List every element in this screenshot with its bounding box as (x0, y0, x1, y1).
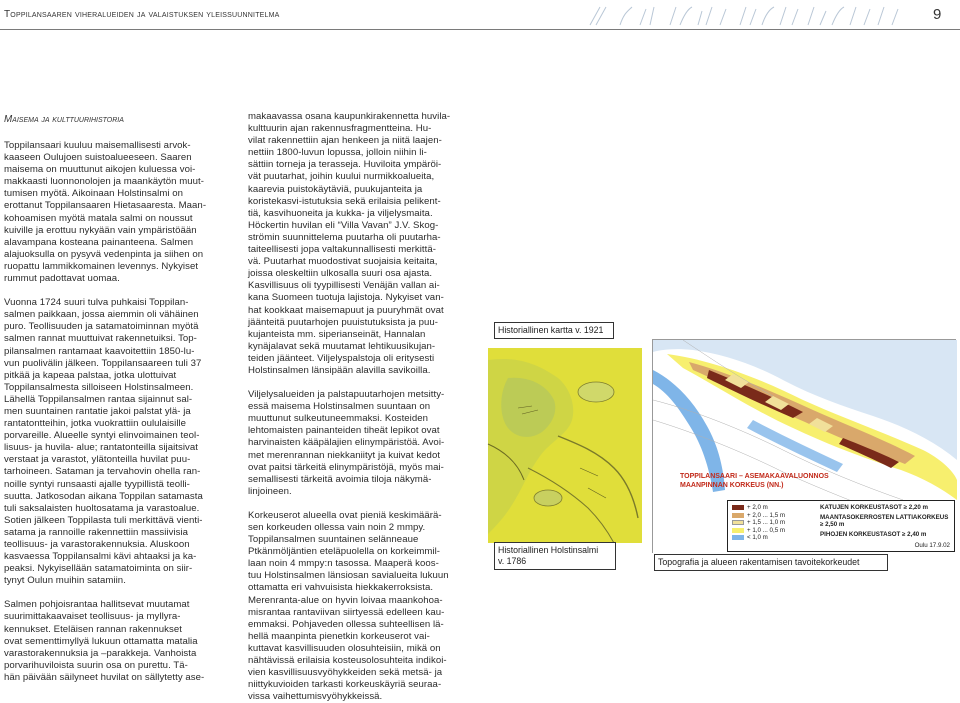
legend-levels (732, 504, 818, 542)
paragraph: Viljelysalueiden ja palstapuutarhojen metsitty- essä maisema Holstinsalmen suuntaan on muuttunut sulkeutuneemmaksi. Kosteiden lehtomaisten painanteiden tiheät lepikot ovat harvinaisten kääpälajien elinympäristöä. Avoi- met merenrannan niekkaniityt ja kuivat kedot ovat paitsi tärkeitä elinympäristöjä, myös mai- semallisesti tärkeitä avoimia tiloja näkymä- linjoineen. (248, 389, 445, 497)
legend-level-label: + 2,0 m (747, 504, 768, 511)
legend-swatch-icon (732, 520, 744, 525)
paragraph: Vuonna 1724 suuri tulva puhkaisi Toppilan- salmen paikkaan, jossa aiemmin oli vähäinen puro. Teollisuuden ja satamatoiminnan myötä salmen rannat muuttuivat rakennetuiksi. Top- pilansalmen rantamaat kaavoitettiin 1850-lu- vun puolivälin jälkeen. Toppilansaareen tuli 37 pitkää ja kapeaa palstaa, jotka ulottuivat Toppilansalmesta silloiseen Holstinsalmeen. Lähellä Toppilansalmen rantaa sijainnut sal- men suuntainen rantatie jakoi palstat ylä- ja rantatontteihin, jotka vuokrattiin oululaisille porvareille. Alueelle syntyi elinvoimainen teol- lisuus- ja huvila- alue; rantatonteilla sijaitsivat verstaat ja varastot, ylätonteilla huvilat puu- tarhoineen. Sataman ja tervahovin ohella ran- noille syntyi runsaasti ajalle tyypillistä teolli- suutta. Jatkosodan aikana Toppilan satamasta tuli saksalaisten huoltosatama ja varastoalue. Sotien jälkeen Toppilasta tuli merkittävä vienti- satama ja rannoille rakennettiin massiivisia teollisuus- ja varastorakennuksia. Aluskoon kasvaessa Toppilansalmi kävi ahtaaksi ja ka- peaksi. Nykyisellään satamatoiminta on siir- tynyt Oulun muihin satamiin. (4, 297, 203, 587)
topography-map-title (680, 473, 829, 490)
page-number: 9 (933, 6, 942, 23)
paragraph: makaavassa osana kaupunkirakennetta huvila- kulttuurin ajan rakennusfragmentteina. Hu- vilat rakennettiin ajan henkeen ja niitä laajen- nettiin 1800-luvun lopussa, jolloin niihin li- sättiin torneja ja terasseja. Huviloita ympäröi- vät puutarhat, joihin kuului nurmikkoalueita, kaarevia puistokäytäviä, puukujanteita ja koristekasvi-istutuksia sekä erilaisia pelikent- tiä, kasvihuoneita ja kukka- ja viljelysmaita. Höckertin huvilan eli “Villa Vavan” J.V. Skog- strömin suunnittelema puutarha oli puutarha- taiteellisesti jopa valtakunnallisesti merkittä- vä. Puutarhat muodostivat suojaisia keitaita, joissa oleskeltiin ulkosalla suuri osa ajasta. Kasvillisuus oli tyypillisesti Venäjän vallan ai- kana Suomeen tuotuja lajistoja. Nykyiset van- hat kookkaat maisemapuut ja puuryhmät ovat jäänteitä puutarhojen puuistutuksista ja puu- kujanteista mm. siperianseinät, Hannalan kynäjalavat sekä muutamat lehtikuusikujan- teiden jäänteet. Viljelyspalstoja oli eritysesti Holstinsalmen länsipään alavilla savikoilla. (248, 111, 451, 376)
legend-level (732, 519, 818, 527)
legend-target: PIHOJEN KORKEUSTASOT ≥ 2,40 m (820, 530, 927, 538)
header-texture-icon (580, 3, 915, 27)
legend-level-label: + 1,5 ... 1,0 m (747, 519, 786, 526)
legend-target: KATUJEN KORKEUSTASOT ≥ 2,20 m (820, 504, 929, 511)
legend-level-label: + 2,0 ... 1,5 m (747, 511, 786, 519)
historical-map-1786 (488, 348, 642, 543)
header-decoration (580, 3, 915, 27)
caption-map-1921: Historiallinen kartta v. 1921 (494, 322, 614, 339)
caption-map-1786: Historiallinen Holstinsalmi v. 1786 (494, 542, 616, 570)
section-heading: Maisema ja kulttuurihistoria (4, 114, 124, 125)
paragraph: Salmen pohjoisrantaa hallitsevat muutamat suurimittakaavaiset teollisuus- ja myllyra- kennukset. Eteläisen rannan rakennukset ovat sementtimyllyä lukuun ottamatta matalia varastorakennuksia ja –parakkeja. Vanhoista porvarihuviloista suurin osa on purettu. Tä- hän päivään säilyneet huvilat on sällytetty ase- (4, 599, 205, 683)
legend-target: MAANTASOKERROSTEN LATTIAKORKEUS ≥ 2,50 m (820, 513, 949, 528)
column-left (4, 140, 226, 684)
document-title: Toppilansaaren viheralueiden ja valaistuksen yleissuunnitelma (4, 9, 280, 20)
legend-level-label: + 1,0 ... 0,5 m (747, 526, 786, 534)
legend-level (732, 534, 818, 542)
legend-targets (820, 504, 952, 538)
legend-swatch-icon (732, 528, 744, 533)
caption-topography: Topografia ja alueen rakentamisen tavoitekorkeudet (654, 554, 888, 571)
paragraph: Toppilansaari kuuluu maisemallisesti arvok- kaaseen Oulujoen suistoalueeseen. Saaren maisema on muuttunut aikojen kuluessa voi- makkaasti luonnonolojen ja maankäytön muut- tumisen myötä. Aikoinaan Holstinsalmi on erottanut Toppilansaaren Hietasaaresta. Maan- kohoamisen myötä matala salmi on noussut kuiville ja erottuu nykyään vain ympäristöään alavampana kosteana painanteena. Salmen alajuoksulla on pysyvä vedenpinta ja siihen on ruopattu lammikkomainen levennys. Nykyiset rummut padottavat uomaa. (4, 140, 207, 285)
historical-map-image (488, 348, 642, 543)
column-middle (248, 111, 473, 703)
topography-legend (727, 500, 955, 552)
legend-swatch-icon (732, 535, 744, 540)
paragraph: Korkeuserot alueella ovat pieniä keskimäärä- sen korkeuden ollessa vain noin 2 mmpy. Toppilansalmen suuntainen selänneaue Ptkänmöljäntien eteläpuolella on korkeimmil- laan noin 4 mmpy:n tasossa. Maaperä koos- tuu Holstinsalmen länsiosan savialueita lukuun ottamatta eri vahvuisista hiekkakerroksista. Merenranta-alue on hyvin loivaa maankohoa- misrantaa rantaviivan siirtyessä edelleen kau- emmaksi. Pohjaveden ollessa suhteellisen lä- hellä maanpinta pienetkin korkeuserot vai- kuttavat kasvillisuuden olosuhteisiin, mikä on nähtävissä erilaisia kosteusolosuhteita indikoi- vien kasvillisuusvyöhykkeiden sekä metsä- ja niittykuvioiden tarkasti korkeuskäyriä seuraa- vissa vaihettumisvyöhykkeissä. (248, 509, 449, 703)
topography-map-title-text: TOPPILANSAARI – ASEMAKAAVALUONNOS MAANPINNAN KORKEUS (NN.) (680, 473, 829, 489)
legend-date: Oulu 17.9.02 (914, 541, 950, 549)
legend-level-label: < 1,0 m (747, 534, 768, 541)
legend-level (732, 527, 818, 535)
legend-swatch-icon (732, 505, 744, 510)
legend-swatch-icon (732, 513, 744, 518)
legend-level (732, 504, 818, 512)
legend-level (732, 512, 818, 520)
page-header (0, 0, 960, 30)
